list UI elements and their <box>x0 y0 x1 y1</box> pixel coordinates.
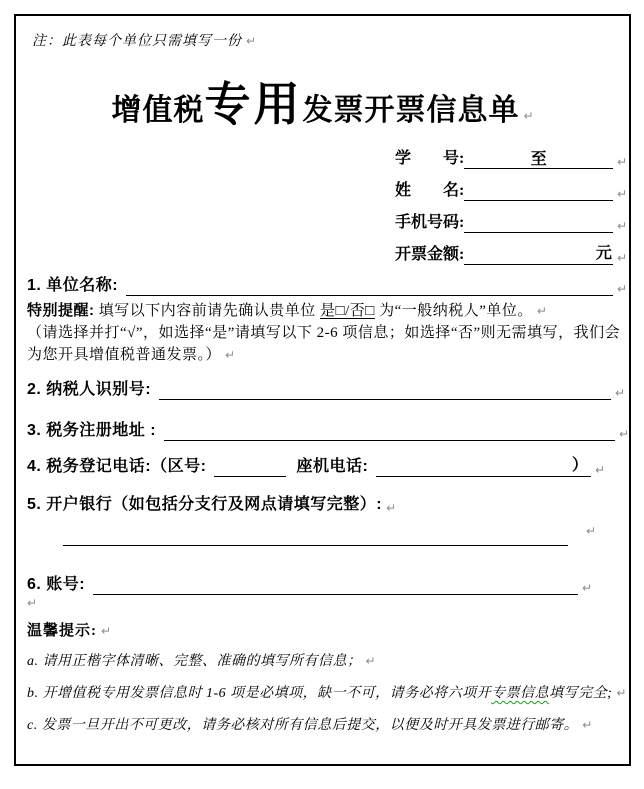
tip-c <box>27 714 629 734</box>
top-note <box>32 30 257 50</box>
tips-title <box>27 619 112 640</box>
name-label: 姓 名: <box>395 182 465 199</box>
phone-row <box>395 212 627 233</box>
student-id-middle-text: 至 <box>530 151 547 168</box>
tip-b-spellcheck-text: 专票信息 <box>491 686 550 701</box>
bank-name-row <box>27 493 396 515</box>
student-id-label: 学 号: <box>395 150 465 167</box>
tip-b <box>27 682 629 702</box>
bank-name-label: 5. 开户银行（如包括分支行及网点请填写完整）: <box>27 496 383 513</box>
landline-input-line[interactable] <box>376 457 569 477</box>
paragraph-mark-icon: ↵ <box>616 219 627 233</box>
tax-phone-row <box>27 455 605 477</box>
paragraph-mark-icon: ↵ <box>586 524 597 538</box>
tax-address-label: 3. 税务注册地址 : <box>27 422 157 439</box>
paragraph-mark-icon: ↵ <box>616 251 627 265</box>
page-border <box>14 14 631 766</box>
paragraph-mark-icon: ↵ <box>536 304 548 318</box>
title-prefix: 增值税 <box>111 94 205 127</box>
taxpayer-yes-no-checkboxes[interactable]: 是□/否□ <box>320 303 375 319</box>
paragraph-mark-icon: ↵ <box>365 654 377 668</box>
paragraph-mark-icon: ↵ <box>614 386 625 400</box>
account-number-row <box>27 573 592 595</box>
reminder-text-post: 为“一般纳税人”单位。 <box>374 303 533 319</box>
paragraph-mark-icon: ↵ <box>581 581 592 595</box>
paragraph-mark-icon: ↵ <box>27 596 38 610</box>
tip-a-text: a. 请用正楷字体清晰、完整、准确的填写所有信息； <box>27 654 362 669</box>
amount-label: 开票金额: <box>395 246 465 263</box>
document-title <box>16 68 629 134</box>
amount-input-line[interactable] <box>464 245 595 265</box>
account-number-label: 6. 账号: <box>27 576 86 593</box>
paragraph-mark-icon: ↵ <box>616 282 627 296</box>
title-emphasis: 专用 <box>204 79 303 130</box>
phone-input-line[interactable] <box>464 213 613 233</box>
top-note-text: 注：此表每个单位只需填写一份 <box>32 34 242 49</box>
name-row <box>395 180 627 201</box>
paragraph-mark-icon: ↵ <box>616 187 627 201</box>
paragraph-mark-icon: ↵ <box>616 155 627 169</box>
company-name-label: 1. 单位名称: <box>27 277 119 294</box>
landline-label: 座机电话: <box>296 458 369 475</box>
bank-name-input-line[interactable] <box>63 526 568 546</box>
paragraph-mark-icon: ↵ <box>246 34 258 48</box>
paragraph-mark-icon: ↵ <box>582 718 593 732</box>
company-name-input-line[interactable] <box>126 276 613 296</box>
account-number-input-line[interactable] <box>93 575 578 595</box>
paragraph-mark-icon: ↵ <box>225 348 236 362</box>
tips-title-text: 温馨提示: <box>27 623 97 639</box>
paragraph-mark-icon: ↵ <box>616 686 627 700</box>
tip-c-text: c. 发票一旦开出不可更改，请务必核对所有信息后提交，以便及时开具发票进行邮寄。 <box>27 718 579 733</box>
tip-b-text-pre: b. 开增值税专用发票信息时 1-6 项是必填项，缺一不可，请务必将六项开 <box>27 686 492 701</box>
student-id-row <box>395 148 627 169</box>
reminder-note-text: （请选择并打“√”，如选择“是”请填写以下 2-6 项信息；如选择“否”则无需填写，我们会为您开具增值税普通发票。） <box>27 325 621 363</box>
amount-unit: 元 <box>595 244 613 265</box>
tax-phone-label: 4. 税务登记电话:（区号: <box>27 458 207 475</box>
header-fields <box>395 148 627 276</box>
student-id-input-line[interactable] <box>464 149 613 169</box>
tax-address-input-line[interactable] <box>164 421 615 441</box>
paragraph-mark-icon: ↵ <box>101 624 113 638</box>
tip-a <box>27 650 629 670</box>
taxpayer-id-input-line[interactable] <box>159 380 611 400</box>
amount-row <box>395 244 627 265</box>
tip-b-text-post: 填写完全; <box>549 686 613 701</box>
phone-label: 手机号码: <box>395 214 465 231</box>
paragraph-mark-icon: ↵ <box>523 109 534 123</box>
paragraph-mark-icon: ↵ <box>386 501 397 515</box>
title-suffix: 发票开票信息单 <box>302 94 520 127</box>
paragraph-mark-icon: ↵ <box>618 427 629 441</box>
tax-phone-close-paren: ） <box>569 455 591 477</box>
taxpayer-id-row <box>27 378 625 400</box>
special-reminder-title: 特别提醒: <box>27 302 95 319</box>
special-reminder <box>27 300 627 366</box>
paragraph-mark-icon: ↵ <box>594 463 605 477</box>
tax-address-row <box>27 419 629 441</box>
taxpayer-id-label: 2. 纳税人识别号: <box>27 381 152 398</box>
area-code-input-line[interactable] <box>214 457 286 477</box>
company-name-row <box>27 274 627 296</box>
reminder-text-pre: 填写以下内容前请先确认贵单位 <box>94 303 321 319</box>
name-input-line[interactable] <box>464 181 613 201</box>
